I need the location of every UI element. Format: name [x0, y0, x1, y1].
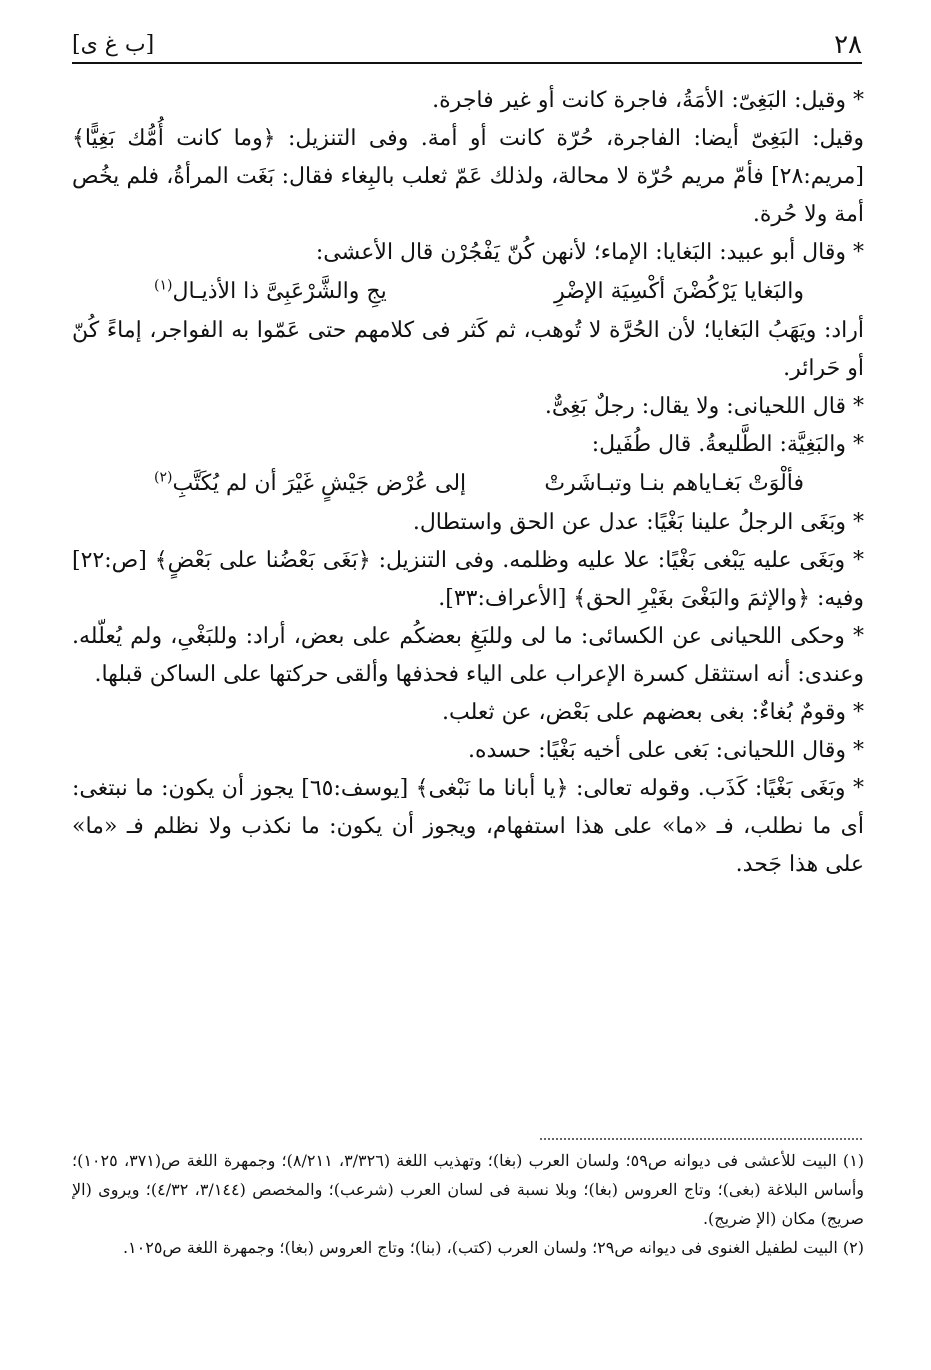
verse-first-hemistich: فألْوَتْ بَغـاياهم بنـا وتبـاشَرتْ	[544, 471, 804, 496]
verse-first-hemistich: والبَغايا يَرْكُضْنَ أكْسِيَة الإضْرِ	[554, 279, 804, 304]
entry-paragraph: * وبَغَى الرجلُ علينا بَغْيًا: عدل عن الحق واستطال.	[412, 510, 864, 535]
verse-second-hemistich	[154, 464, 466, 504]
entry-paragraph: * وقومٌ بُغاءٌ: بغى بعضهم على بَعْض، عن ثعلب.	[442, 700, 864, 725]
footnote: (٢) البيت لطفيل الغنوى فى ديوانه ص٢٩؛ ولسان العرب (كتب)، (بنا)؛ وتاج العروس (بغا)؛ وجمهرة اللغة ص١٠٢٥.	[122, 1238, 864, 1257]
verse-second-hemistich-text: يجِ والشَّرْعَبِىَّ ذا الأذيـال	[172, 279, 387, 304]
footnotes	[72, 1146, 864, 1262]
entry-paragraph: أراد: ويَهَبُ البَغايا؛ لأن الحُرَّة لا تُوهب، ثم كَثر فى كلامهم حتى عَمّوا به الفواجر، إماءً كُنّ أو حَرائر.	[72, 318, 864, 381]
entry-paragraph: * والبَغِيَّة: الطَّليعةُ. قال طُفَيل:	[591, 432, 864, 457]
verse-second-hemistich-text: إلى عُرْض جَيْشٍ غَيْرَ أن لم يُكَتَّبِ	[172, 471, 467, 496]
entry-paragraph: * وقال أبو عبيد: البَغايا: الإماء؛ لأنهن كُنّ يَفْجُرْن قال الأعشى:	[315, 240, 864, 265]
entry-paragraph: وقيل: البَغِىّ أيضا: الفاجرة، حُرّة كانت أو أمة. وفى التنزيل: ﴿وما كانت أُمُّك بَغِيًّا﴾ [مريم:٢٨] فأمّ مريم حُرّة لا محالة، ولذلك عَمّ ثعلب بالبِغاء فقال: بَغَت المرأةُ، فلم يخُص أمة ولا حُرة.	[72, 126, 864, 227]
entry-paragraph: * وبَغَى بَغْيًا: كَذَب. وقوله تعالى: ﴿يا أبانا ما نَبْغى﴾ [يوسف:٦٥] يجوز أن يكون: ما نبتغى: أى ما نطلب، فـ «ما» على هذا استفهام، ويجوز أن يكون: ما نكذب ولا نظلم فـ «ما» على هذا جَحد.	[72, 776, 864, 877]
entry-paragraph: * وقيل: البَغِىّ: الأمَةُ، فاجرة كانت أو غير فاجرة.	[432, 88, 864, 113]
footnote-separator	[540, 1138, 862, 1140]
poetry-verse	[154, 272, 804, 312]
page-number: ٢٨	[834, 30, 862, 60]
footnote-marker: (١)	[154, 277, 173, 294]
main-text	[72, 82, 864, 884]
entry-paragraph: * قال اللحيانى: ولا يقال: رجلٌ بَغِىٌّ.	[544, 394, 864, 419]
verse-second-hemistich	[154, 272, 387, 312]
footnote: (١) البيت للأعشى فى ديوانه ص٥٩؛ ولسان العرب (بغا)؛ وتهذيب اللغة (٣/٣٢٦، ٨/٢١١)؛ وجمهرة اللغة ص(٣٧١، ١٠٢٥)؛ وأساس البلاغة (بغى)؛ وتاج العروس (بغا)؛ وبلا نسبة فى لسان العرب (شرعب)؛ والمخصص (٣/١٤٤، ٤/٣٢)؛ ويروى (الإ صريج) مكان (الإ ضريج).	[72, 1151, 865, 1228]
running-head: [ب غ ى]	[72, 32, 155, 57]
footnote-marker: (٢)	[154, 469, 173, 486]
entry-paragraph: * وقال اللحيانى: بَغى على أخيه بَغْيًا: حسده.	[467, 738, 864, 763]
entry-paragraph: * وبَغَى عليه يَبْغى بَغْيًا: علا عليه وظلمه. وفى التنزيل: ﴿بَغَى بَعْضُنا على بَعْضٍ﴾ [ص:٢٢] وفيه: ﴿والإثمَ والبَغْىَ بغَيْرِ الحق﴾ [الأعراف:٣٣].	[72, 548, 864, 611]
poetry-verse	[154, 464, 804, 504]
page-header	[72, 28, 862, 64]
entry-paragraph: * وحكى اللحيانى عن الكسائى: ما لى وللبَغِ بعضكُم على بعض، أراد: وللبَغْىِ، ولم يُعلّله. وعندى: أنه استثقل كسرة الإعراب على الياء فحذفها وألقى حركتها على الساكن قبلها.	[72, 624, 864, 687]
